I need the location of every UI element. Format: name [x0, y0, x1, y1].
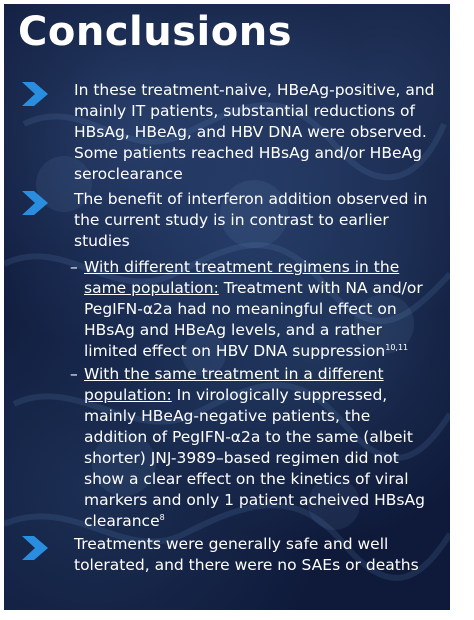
sub-bullet-heading: With different treatment regimens in the same population:	[84, 258, 400, 297]
bullet-text: Treatments were generally safe and well tolerated, and there were no SAEs or deaths	[74, 535, 419, 574]
reference-superscript: 8	[159, 512, 165, 522]
chevron-right-icon	[20, 534, 50, 562]
sub-list-item	[4, 257, 450, 362]
sub-bullet-text: Treatment with NA and/or PegIFN-α2a had no meaningful effect on HBsAg and HBeAg levels, and a rather limited effect on HBV DNA suppression	[84, 279, 423, 360]
bullet-text: In these treatment-naive, HBeAg-positive, and mainly IT patients, substantial reductions of HBsAg, HBeAg, and HBV DNA were observed. Some patients reached HBsAg and/or HBeAg seroclearance	[74, 81, 435, 183]
reference-superscript: 10,11	[385, 342, 409, 352]
sub-bullet-text: In virologically suppressed, mainly HBeAg-negative patients, the addition of PegIFN-α2a to the same (albeit shorter) JNJ-3989–based regimen did not show a clear effect on the kinetics of viral markers and only 1 patient acheived HBsAg clearance	[84, 386, 425, 530]
dash-marker: –	[70, 258, 78, 276]
page-title: Conclusions	[18, 9, 292, 55]
chevron-right-icon	[20, 80, 50, 108]
sub-bullet-heading: With the same treatment in a different population:	[84, 365, 384, 404]
list-item	[4, 189, 450, 252]
bullet-text: The benefit of interferon addition observed in the current study is in contrast to earlier studies	[74, 190, 428, 250]
conclusions-panel	[4, 4, 450, 610]
list-item	[4, 80, 450, 185]
conclusions-list	[4, 74, 450, 576]
dash-marker: –	[70, 365, 78, 383]
sub-list-item	[4, 364, 450, 532]
list-item	[4, 534, 450, 576]
chevron-right-icon	[20, 189, 50, 217]
